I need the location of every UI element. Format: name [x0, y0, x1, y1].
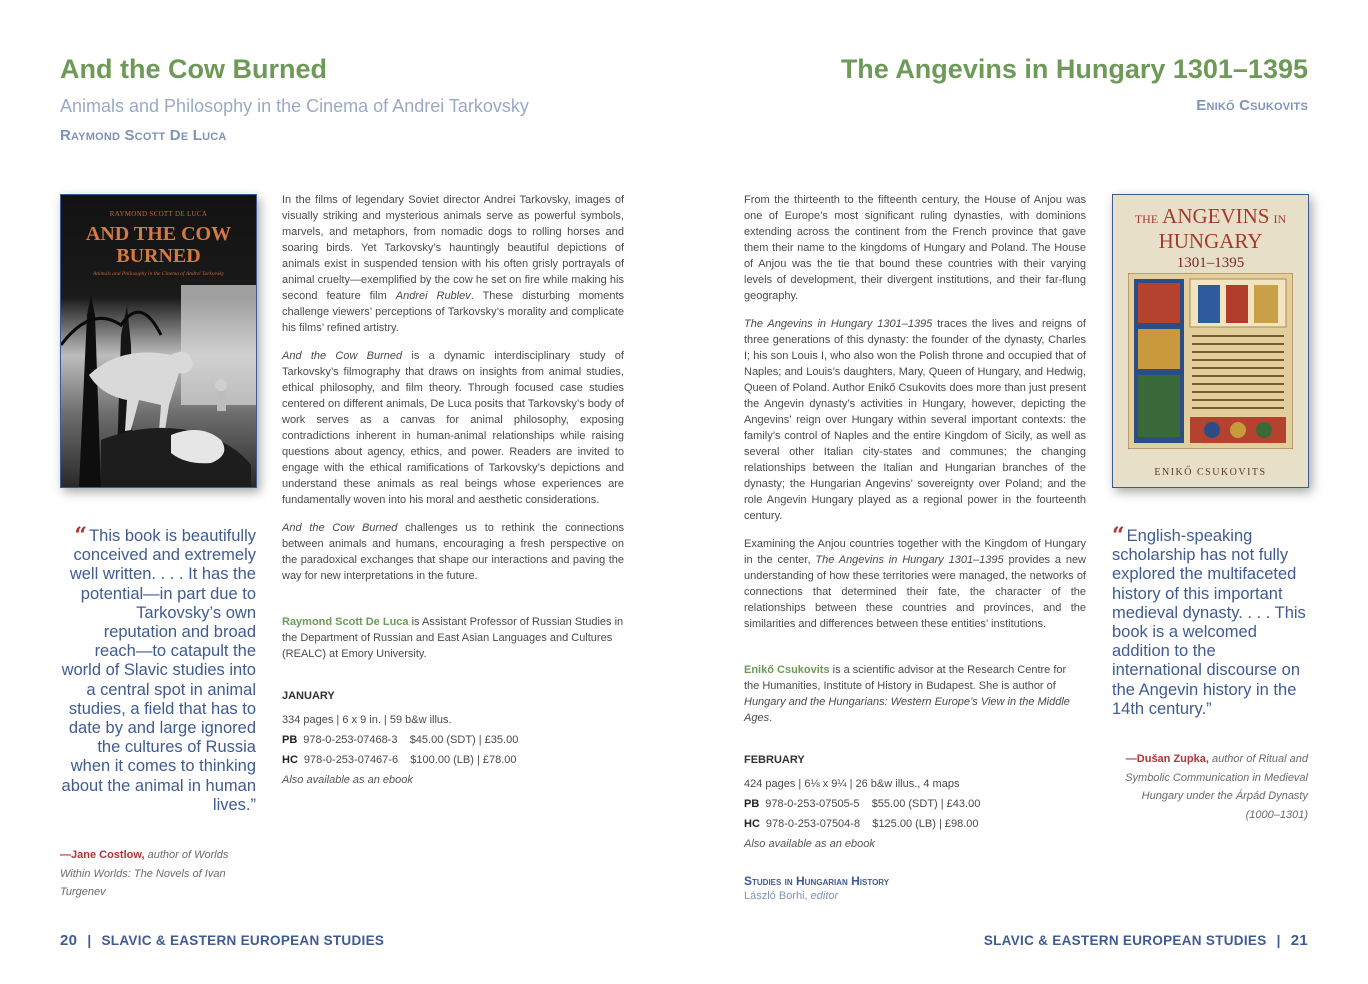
left-description-paragraph: And the Cow Burned challenges us to rethink the connections between animals and humans, encouraging a fresh perspective on the paradoxical exchanges that shape our interactions and paving the way for new interpretations in the future. — [282, 522, 624, 582]
left-footer: 20 | SLAVIC & EASTERN EUROPEAN STUDIES — [60, 932, 385, 949]
right-author-bio: Enikő Csukovits is a scientific advisor at the Research Centre for the Humanities, Institute of History in Budapest. She is author of Hungary and the Hungarians: Western Europe’s View in the Middle Ages. — [744, 664, 1070, 724]
left-footer-section: SLAVIC & EASTERN EUROPEAN STUDIES — [101, 933, 385, 948]
right-footer: SLAVIC & EASTERN EUROPEAN STUDIES | 21 — [983, 932, 1308, 949]
right-ebook-note: Also available as an ebook — [744, 838, 875, 850]
right-book-cover — [1112, 194, 1309, 488]
left-cover-author: RAYMOND SCOTT DE LUCA — [109, 210, 208, 218]
right-pub-month: FEBRUARY — [744, 754, 805, 766]
right-hardcover-line: HC 978-0-253-07504-8 $125.00 (LB) | £98.00 — [744, 818, 979, 830]
left-ebook-note: Also available as an ebook — [282, 774, 413, 786]
right-book-details — [744, 754, 1086, 854]
left-hardcover-line: HC 978-0-253-07467-6 $100.00 (LB) | £78.00 — [282, 754, 517, 766]
right-page-specs: 424 pages | 6⅛ x 9¼ | 26 b&w illus., 4 maps — [744, 778, 960, 790]
left-author-bio: Raymond Scott De Luca is Assistant Professor of Russian Studies in the Department of Russian and East Asian Languages and Cultures (REALC) at Emory University. — [282, 616, 624, 660]
right-cover-author: ENIKŐ CSUKOVITS — [1154, 467, 1267, 478]
series-title: Studies in Hungarian History — [744, 874, 890, 888]
quote-mark-icon: “ — [74, 523, 88, 549]
left-cover-title: AND THE COW BURNED — [85, 223, 232, 267]
right-series — [744, 874, 889, 902]
right-paperback-line: PB 978-0-253-07505-5 $55.00 (SDT) | £43.00 — [744, 798, 981, 810]
right-footer-section: SLAVIC & EASTERN EUROPEAN STUDIES — [983, 933, 1267, 948]
right-description-paragraph: Examining the Anjou countries together with the Kingdom of Hungary in the center, The Angevins in Hungary 1301–1395 provides a new understanding of how these territories were managed, the networks of connections that determined their fate, the character of the relationships between these countries and provinces, and the similarities and differences between these entities’ institutions. — [744, 538, 1087, 630]
left-quote-attribution: —Jane Costlow, author of Worlds Within Worlds: The Novels of Ivan Turgenev — [60, 849, 229, 899]
left-pull-quote: “ This book is beautifully conceived and extremely well written. . . . It has the potential—in part due to Tarkovsky’s own reputation and broad reach—to catapult the world of Slavic studies into a central spot in animal studies, a field that has to date by and large ignored the cultures of Russia when it comes to thinking about the animal in human lives.” — [61, 523, 256, 814]
right-pull-quote: “ English-speaking scholarship has not fully explored the multifaceted history of this important medieval dynasty. . . . This book is a welcomed addition to the international discourse on the Angevin history in the 14th century.” — [1112, 523, 1306, 718]
left-paperback-line: PB 978-0-253-07468-3 $45.00 (SDT) | £35.00 — [282, 734, 519, 746]
left-book-title: And the Cow Burned — [60, 54, 327, 84]
left-book-author: Raymond Scott De Luca — [60, 127, 227, 144]
right-book-title: The Angevins in Hungary 1301–1395 — [840, 54, 1308, 84]
quote-mark-icon: “ — [1112, 523, 1125, 549]
right-book-author: Enikő Csukovits — [1196, 97, 1308, 114]
left-description-paragraph: In the films of legendary Soviet director Andrei Tarkovsky, images of visually striking and mysterious animals serve as powerful symbols, marvels, and metaphors, from nomadic dogs to rolling horses and soaring birds. Yet Tarkovsky’s hauntingly beautiful depictions of animals exist in suspended tension with his often grisly portrayals of animal cruelty—exemplified by the cow he set on fire while making his second feature film Andrei Rublev. These disturbing moments challenge viewers’ perceptions of Tarkovsky’s morality and complicate his films’ refined artistry. — [282, 194, 625, 334]
left-page-specs: 334 pages | 6 x 9 in. | 59 b&w illus. — [282, 714, 452, 726]
left-description — [282, 192, 624, 596]
left-page-number: 20 — [60, 932, 78, 949]
left-description-paragraph: And the Cow Burned is a dynamic interdisciplinary study of Tarkovsky’s filmography that draws on insights from animal studies, ethical philosophy, and film theory. Through focused case studies centered on different animals, De Luca posits that Tarkovsky’s body of work serves as a canvas for animal philosophy, exposing contradictions inherent in human-animal relationships while raising questions about agency, ethics, and power. Readers are invited to engage with the ethical ramifications of Tarkovsky’s depictions and understand these animals as real beings whose experiences are fundamentally woven into his moral and aesthetic considerations. — [282, 350, 624, 506]
left-cover-subtitle: Animals and Philosophy in the Cinema of Andrei Tarkovsky — [92, 271, 225, 277]
series-editor: László Borhi, editor — [744, 890, 839, 902]
right-quote-attribution: —Dušan Zupka, author of Ritual and Symbolic Communication in Medieval Hungary under the Árpád Dynasty (1000–1301) — [1125, 753, 1308, 821]
right-description-paragraph: From the thirteenth to the fifteenth century, the House of Anjou was one of Europe’s most significant ruling dynasties, with dominions extending across the continent from the French province that gave them their name to the kingdoms of Hungary and Poland. The House of Anjou was the tie that bound these countries with their varying levels of development, their divergent institutions, and their far-flung geography. — [744, 194, 1086, 302]
left-pub-month: JANUARY — [282, 690, 335, 702]
left-book-details — [282, 690, 624, 790]
right-description-paragraph: The Angevins in Hungary 1301–1395 traces the lives and reigns of three generations of this dynasty: the founder of the dynasty, Charles I; his son Louis I, who also won the Polish throne and occupied that of Naples; and Louis’s daughters, Mary, Queen of Hungary, and Hedwig, Queen of Poland. Author Enikő Csukovits does more than just present the Angevin dynasty’s activities in Hungary, however, depicting the Angevins’ reign over Hungary within several important contexts: the family’s control of Naples and the entire Kingdom of Sicily, as well as several other Italian city-states and communes; the changing relationships between the Italian and Hungarian branches of the dynasty; the Hungarian Angevins’ sovereignty over Poland; and the role Angevin Hungary played as a regional power in the fourteenth century. — [744, 318, 1086, 522]
right-description — [744, 192, 1086, 644]
left-book-cover — [60, 194, 257, 488]
left-book-subtitle: Animals and Philosophy in the Cinema of Andrei Tarkovsky — [60, 96, 529, 116]
right-cover-title: THE ANGEVINS IN HUNGARY 1301–1395 — [1134, 204, 1287, 271]
right-page-number: 21 — [1290, 932, 1308, 949]
illuminated-manuscript-image — [1128, 273, 1293, 449]
